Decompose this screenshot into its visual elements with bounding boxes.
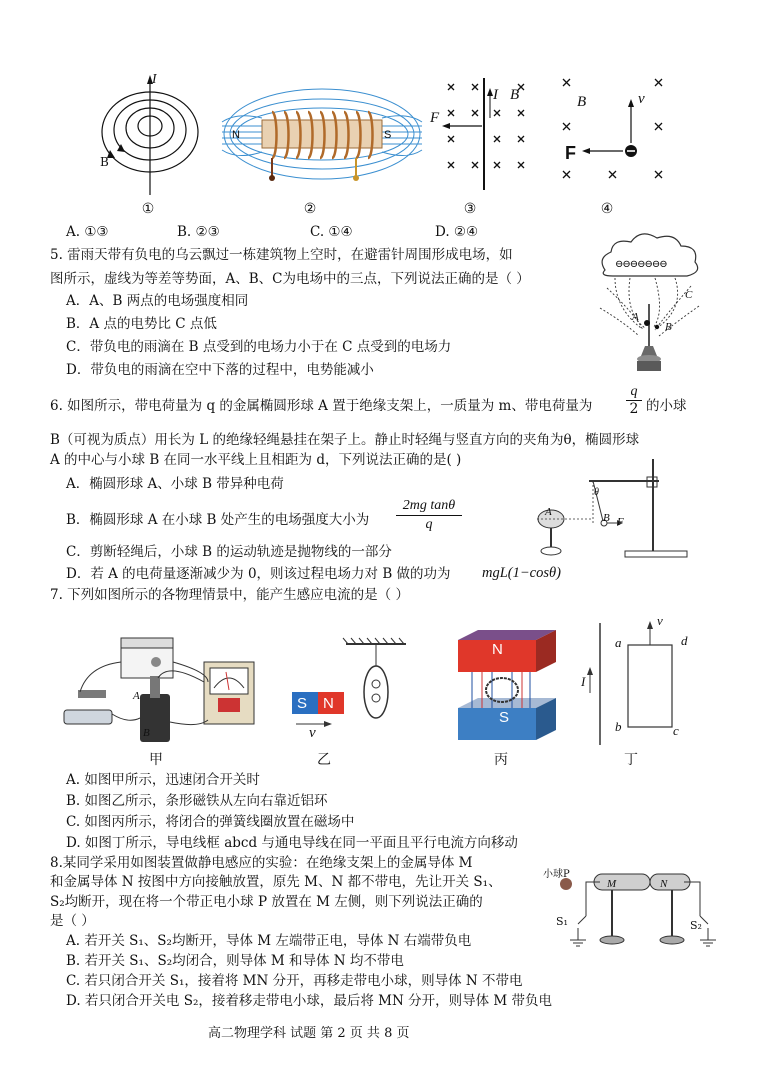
q7-caption-ding: 丁: [624, 752, 638, 768]
q5-option-c: C．带负电的雨滴在 B 点受到的电场力小于在 C 点受到的电场力: [66, 339, 452, 355]
q8-option-c: C. 若只闭合开关 S₁，接着将 MN 分开，再移走带电小球，则导体 N 不带电: [66, 973, 523, 989]
q4-figure-2: [222, 82, 422, 190]
q7-stem: 7. 下列如图所示的各物理情景中，能产生感应电流的是（ ）: [50, 587, 409, 603]
q8-fig-label-s2: S₂: [690, 919, 702, 932]
q8-fig-ball-label: 小球P: [543, 869, 570, 880]
q4-fig1-current-label: I: [152, 71, 157, 86]
q4-caption-2: ②: [303, 201, 317, 217]
q4-caption-1: ①: [141, 201, 155, 217]
q6-formula-numerator: 2mg tanθ: [402, 498, 456, 513]
q8-fig-label-s1: S₁: [556, 915, 568, 928]
q8-option-d: D. 若只闭合开关电 S₂，接着移走带电小球，最后将 MN 分开，则导体 M 带负电: [66, 993, 552, 1009]
q5-fig-label-c: C: [685, 289, 693, 301]
q7-option-d: D. 如图丁所示，导电线框 abcd 与通电导线在同一平面且平行电流方向移动: [66, 835, 518, 851]
q8-option-a: A. 若开关 S₁、S₂均断开，导体 M 左端带正电，导体 N 右端带负电: [66, 933, 472, 949]
q4-fig2-south-label: S: [384, 129, 392, 141]
q5-fig-label-b: B: [665, 321, 672, 333]
q4-option-d: D. ②④: [435, 224, 479, 240]
q5-stem-line-2: 图所示，虚线为等差等势面，A、B、C为电场中的三点，下列说法正确的是（ ）: [50, 271, 530, 287]
q7-yi-north-label: N: [323, 695, 334, 712]
q7-option-b: B. 如图乙所示，条形磁铁从左向右靠近铝环: [66, 793, 328, 809]
q6-fig-label-theta: θ: [594, 487, 599, 498]
q7-figure-bing: [452, 628, 562, 748]
q6-fig-label-b: B: [603, 512, 610, 524]
q7-caption-bing: 丙: [494, 752, 508, 768]
q4-caption-4: ④: [600, 201, 614, 217]
q5-fig-charges: ⊖⊖⊖⊖⊖⊖⊖: [615, 259, 667, 270]
q6-fig-label-f: F: [617, 516, 624, 528]
q8-figure-conductors: [550, 868, 720, 950]
q7-jia-label-a: A: [133, 690, 140, 702]
q5-fig-label-a: A: [632, 311, 639, 323]
q7-option-a: A. 如图甲所示，迅速闭合开关时: [66, 772, 260, 788]
q7-figure-jia: [58, 632, 268, 747]
q6-option-b: B．椭圆形球 A 在小球 B 处产生的电场强度大小为: [66, 512, 370, 528]
q7-ding-label-v: v: [657, 613, 663, 628]
q4-fig4-field-label: B: [577, 94, 587, 110]
q5-stem-line-1: 5. 雷雨天带有负电的乌云飘过一栋建筑物上空时，在避雷针周围形成电场，如: [50, 247, 513, 263]
q6-fraction-numerator: q: [630, 384, 638, 399]
q7-jia-label-b: B: [143, 727, 150, 739]
q4-figure-4: [555, 75, 670, 190]
q7-figure-yi: [290, 636, 410, 746]
q7-ding-label-a: a: [615, 635, 622, 650]
q4-fig1-field-label: B: [100, 155, 109, 169]
q8-stem-line-3: S₂均断开，现在将一个带正电小球 P 放置在 M 左侧，则下列说法正确的: [50, 894, 483, 910]
q6-option-d-formula: mgL(1−cosθ): [482, 565, 561, 581]
q7-ding-label-c: c: [673, 723, 679, 738]
q8-fig-label-n: N: [660, 878, 668, 890]
page-footer: 高二物理学科 试题 第 2 页 共 8 页: [208, 1026, 410, 1041]
q6-stem-line-1a: 6. 如图所示，带电荷量为 q 的金属椭圆形球 A 置于绝缘支架上，一质量为 m、带电荷量为: [50, 398, 593, 414]
q6-stem-line-1b: 的小球: [646, 398, 687, 414]
q6-figure-stand: [533, 455, 693, 560]
q4-fig3-force-label: F: [430, 110, 440, 126]
q4-fig3-current-label: I: [493, 87, 498, 103]
q6-option-b-formula: [396, 497, 462, 534]
q5-option-a: A．A、B 两点的电场强度相同: [66, 293, 249, 309]
q7-caption-yi: 乙: [317, 752, 331, 768]
q7-bing-south-label: S: [499, 709, 510, 726]
q7-yi-velocity-label: v: [309, 725, 316, 741]
q4-fig4-force-label: F: [565, 143, 576, 163]
q7-bing-north-label: N: [492, 641, 503, 658]
q4-fig3-field-label: B: [510, 87, 520, 103]
q5-option-d: D．带负电的雨滴在空中下落的过程中，电势能减小: [66, 362, 374, 378]
q6-fig-label-a: A: [545, 506, 552, 518]
q7-ding-label-b: b: [615, 719, 622, 734]
q8-stem-line-2: 和金属导体 N 按图中方向接触放置，原先 M、N 都不带电，先让开关 S₁、: [50, 874, 502, 890]
q5-option-b: B．A 点的电势比 C 点低: [66, 316, 217, 332]
q8-option-b: B. 若开关 S₁、S₂均闭合，则导体 M 和导体 N 均不带电: [66, 953, 404, 969]
q6-formula-denominator: q: [396, 515, 462, 534]
q4-figure-1: [95, 70, 205, 200]
q8-fig-label-m: M: [607, 878, 617, 890]
q4-fig2-north-label: N: [232, 129, 240, 141]
q7-ding-label-i: I: [581, 674, 586, 689]
q6-fraction-denominator: 2: [626, 400, 642, 417]
q7-ding-label-d: d: [681, 633, 688, 648]
q8-stem-line-4: 是（ ）: [50, 913, 95, 929]
q7-yi-south-label: S: [297, 695, 308, 712]
q7-caption-jia: 甲: [149, 752, 163, 768]
q4-option-c: C. ①④: [310, 224, 353, 240]
q4-caption-3: ③: [463, 201, 477, 217]
q4-fig4-velocity-label: v: [638, 91, 645, 107]
q4-option-a: A. ①③: [66, 224, 109, 240]
q6-stem-line-3: A 的中心与小球 B 在同一水平线上且相距为 d，下列说法正确的是( ): [50, 452, 462, 468]
q6-charge-fraction: [626, 384, 642, 417]
q8-stem-line-1: 8.某同学采用如图装置做静电感应的实验：在绝缘支架上的金属导体 M: [50, 855, 473, 871]
q4-option-b: B. ②③: [177, 224, 220, 240]
q7-option-c: C. 如图丙所示，将闭合的弹簧线圈放置在磁场中: [66, 814, 355, 830]
q6-option-d: D．若 A 的电荷量逐渐减少为 0，则该过程电场力对 B 做的功为: [66, 566, 451, 582]
q6-option-a: A．椭圆形球 A、小球 B 带异种电荷: [66, 476, 284, 492]
q6-stem-line-2: B（可视为质点）用长为 L 的绝缘轻绳悬挂在架子上。静止时轻绳与竖直方向的夹角为θ，椭圆形球: [50, 432, 640, 448]
q6-option-c: C．剪断轻绳后，小球 B 的运动轨迹是抛物线的一部分: [66, 544, 392, 560]
